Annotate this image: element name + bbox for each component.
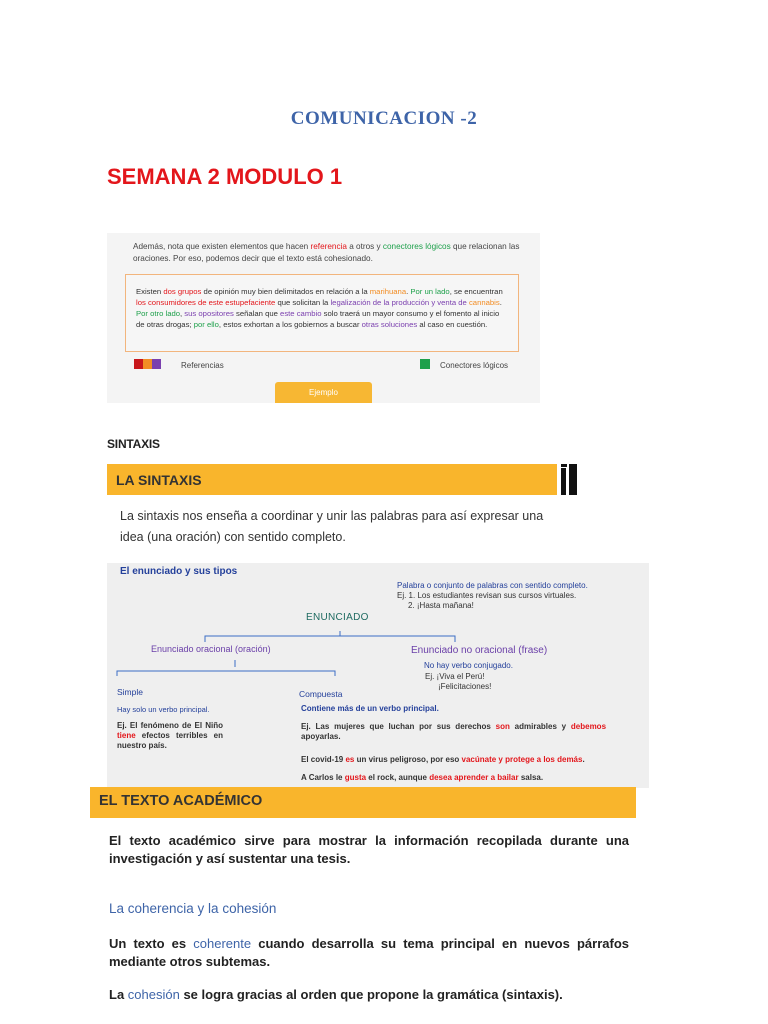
legend-references-label: Referencias [181,361,224,370]
legend-connectors-label: Conectores lógicos [440,361,509,370]
highlighted-verb: es [345,755,355,764]
enunciado-example-1: Ej. 1. Los estudiantes revisan sus cursos virtuales. [397,591,577,600]
highlighted-verb: vacúnate y protege a los demás [461,755,583,764]
para-text: . [406,287,411,296]
week-module-title: SEMANA 2 MODULO 1 [107,164,343,189]
para-text: , se encuentran [449,287,503,296]
example-text: . [582,755,585,764]
red-swatch [134,359,143,369]
para-reference: legalización de la producción y venta de [330,298,467,307]
no-oracional-example-1: Ej. ¡Viva el Perú! [425,672,485,681]
no-oracional-definition: No hay verbo conjugado. [424,661,513,670]
para-text: al caso en cuestión. [417,320,488,329]
example-text: A Carlos le [301,773,345,782]
intro-conectores: conectores lógicos [382,242,451,251]
banner-bar-mark [560,464,578,495]
para-reference: este cambio [280,309,322,318]
coherente-term: coherente [193,936,252,951]
para-connector: Por otro lado [136,309,181,318]
para-reference: sus opositores [184,309,234,318]
enunciado-definition: Palabra o conjunto de palabras con sentido completo. [397,581,588,590]
example-text: El covid-19 [301,755,346,764]
highlighted-verb: gusta [344,773,367,782]
para-reference: otras soluciones [361,320,418,329]
para-text: que solicitan la [275,298,331,307]
oracional-node: Enunciado oracional (oración) [151,644,271,654]
purple-swatch [152,359,161,369]
ejemplo-button[interactable]: Ejemplo [275,382,372,403]
compuesta-example-3 [301,773,543,782]
para-reference: dos grupos [163,287,202,296]
coherente-paragraph [109,935,629,971]
para-text: , [180,309,185,318]
para-text: solo traerá un mayor consumo y el fomento al inicio de otras drogas; [136,309,500,329]
example-text: efectos terribles en nuestro país. [117,731,223,750]
sintaxis-banner-title: LA SINTAXIS [116,472,202,488]
enunciado-diagram [107,563,649,788]
enunciado-example-2: 2. ¡Hasta mañana! [408,601,474,610]
compuesta-example-2 [301,755,585,764]
paragraph-text: La [109,987,128,1002]
para-text: , estos exhortan a los gobiernos a buscar [218,320,362,329]
green-swatch [420,359,430,369]
intro-text: a otros y [346,242,383,251]
cohesion-paragraph [109,986,629,1004]
para-text: Existen [136,287,164,296]
academico-banner [90,787,636,818]
example-text: admirables y [509,722,571,731]
intro-referencia: referencia [310,242,347,251]
compuesta-definition: Contiene más de un verbo principal. [301,704,439,713]
intro-text: Además, nota que existen elementos que hacen [133,242,311,251]
highlighted-verb: desea aprender a bailar [429,773,519,782]
compuesta-example-1 [301,722,606,742]
diagram-title: El enunciado y sus tipos [120,566,238,577]
figure-intro-text [133,241,523,265]
cohesion-term: cohesión [127,987,180,1002]
highlighted-verb: tiene [117,731,136,740]
sintaxis-banner [107,464,557,495]
section-label: SINTAXIS [107,437,160,451]
paragraph-text: cuando desarrolla su tema principal en nuevos párrafos mediante otros subtemas. [109,936,629,969]
para-text: . [499,298,502,307]
simple-definition: Hay solo un verbo principal. [117,705,210,714]
example-text: Ej. El fenómeno de El Niño [117,721,223,730]
para-text: señalan que [233,309,281,318]
sintaxis-definition: La sintaxis nos enseña a coordinar y unir las palabras para así expresar una idea (una oración) con sentido completo. [120,509,544,544]
para-text: de opinión muy bien delimitados en relación a la [201,287,370,296]
example-text: Ej. Las mujeres que luchan por sus derechos [301,722,496,731]
simple-example [117,721,223,751]
paragraph-text: se logra gracias al orden que propone la gramática (sintaxis). [179,987,563,1002]
example-paragraph-box [125,274,519,352]
paragraph-text: Un texto es [109,936,194,951]
para-reference: marihuana [369,287,407,296]
academico-definition: El texto académico sirve para mostrar la información recopilada durante una investigación y así sustentar una tesis. [109,833,629,866]
academico-banner-title: EL TEXTO ACADÉMICO [99,793,263,809]
cohesion-example-figure [107,233,540,403]
para-reference: los consumidores de este estupefaciente [136,298,276,307]
compuesta-node: Compuesta [299,689,343,699]
simple-node: Simple [117,687,143,697]
para-connector: Por un lado [410,287,450,296]
enunciado-node: ENUNCIADO [306,612,369,623]
para-connector: por ello [193,320,219,329]
para-reference: cannabis [468,298,500,307]
highlighted-verb: debemos [570,722,607,731]
no-oracional-example-2: ¡Felicitaciones! [438,682,492,691]
orange-swatch [143,359,152,369]
coherencia-cohesion-heading: La coherencia y la cohesión [109,901,277,916]
no-oracional-node: Enunciado no oracional (frase) [411,645,548,656]
intro-text: que relacionan las oraciones. Por eso, podemos decir que el texto está cohesionado. [133,242,520,263]
example-text: apoyarlas. [301,732,341,741]
document-title: COMUNICACION -2 [290,108,478,129]
references-legend-swatches [134,359,161,377]
example-text: un virus peligroso, por eso [354,755,462,764]
example-text: salsa. [518,773,544,782]
example-text: el rock, aunque [366,773,430,782]
example-paragraph [136,286,508,330]
highlighted-verb: son [495,722,510,731]
